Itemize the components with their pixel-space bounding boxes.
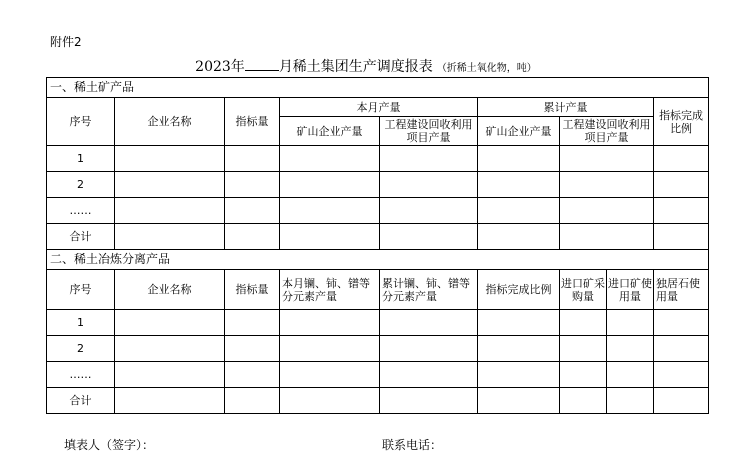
s1-monthly-recycle-input[interactable] [380, 172, 478, 198]
table-row [47, 388, 709, 414]
s2-cumulative-elements-input[interactable] [380, 310, 478, 336]
table-row [47, 336, 709, 362]
s2-header-quota: 指标量 [225, 270, 280, 310]
s2-quota-input[interactable] [225, 336, 280, 362]
s2-import-usage-input[interactable] [607, 362, 654, 388]
s2-cumulative-elements-input[interactable] [380, 388, 478, 414]
s1-header-completion-ratio: 指标完成比例 [654, 98, 709, 146]
s1-quota-input[interactable] [225, 198, 280, 224]
s1-header-seq: 序号 [47, 98, 115, 146]
title-unit-note: （折稀土氧化物，吨） [436, 63, 537, 74]
s2-row-seq: 1 [47, 310, 115, 336]
title-main-text: 月稀土集团生产调度报表 [278, 59, 433, 75]
s2-import-purchase-input[interactable] [560, 336, 607, 362]
s1-quota-input[interactable] [225, 146, 280, 172]
s2-header-monthly-elements: 本月镧、铈、镨等分元素产量 [280, 270, 380, 310]
s2-monthly-elements-input[interactable] [280, 388, 380, 414]
s1-monthly-recycle-input[interactable] [380, 198, 478, 224]
s1-header-cumulative-mine: 矿山企业产量 [478, 117, 560, 146]
s2-monazite-input[interactable] [654, 362, 709, 388]
s2-ratio-input[interactable] [478, 310, 560, 336]
s1-company-input[interactable] [115, 146, 225, 172]
table-row [47, 310, 709, 336]
s2-row-seq: …… [47, 362, 115, 388]
s2-header-import-purchase: 进口矿采购量 [560, 270, 607, 310]
s1-company-input[interactable] [115, 198, 225, 224]
s2-monazite-input[interactable] [654, 336, 709, 362]
report-title [0, 56, 732, 76]
s1-company-input[interactable] [115, 224, 225, 250]
s2-company-input[interactable] [115, 362, 225, 388]
s1-ratio-input[interactable] [654, 172, 709, 198]
table-row [47, 146, 709, 172]
s1-monthly-mine-input[interactable] [280, 198, 380, 224]
s1-row-total-label: 合计 [47, 224, 115, 250]
title-year: 2023年 [195, 59, 245, 75]
s2-cumulative-elements-input[interactable] [380, 336, 478, 362]
s1-monthly-recycle-input[interactable] [380, 224, 478, 250]
s1-header-monthly-recycle: 工程建设回收利用项目产量 [380, 117, 478, 146]
table-row [47, 198, 709, 224]
s1-header-cumulative-recycle: 工程建设回收利用项目产量 [560, 117, 654, 146]
s1-cumulative-recycle-input[interactable] [560, 224, 654, 250]
s2-header-import-usage: 进口矿使用量 [607, 270, 654, 310]
s1-cumulative-mine-input[interactable] [478, 146, 560, 172]
title-month-blank [245, 57, 279, 71]
s2-company-input[interactable] [115, 336, 225, 362]
s2-header-monazite-usage: 独居石使用量 [654, 270, 709, 310]
s2-header-seq: 序号 [47, 270, 115, 310]
s1-row-seq: 2 [47, 172, 115, 198]
s2-company-input[interactable] [115, 388, 225, 414]
s1-cumulative-recycle-input[interactable] [560, 146, 654, 172]
s2-quota-input[interactable] [225, 310, 280, 336]
s2-monthly-elements-input[interactable] [280, 310, 380, 336]
s2-import-purchase-input[interactable] [560, 388, 607, 414]
s2-row-seq: 2 [47, 336, 115, 362]
s2-import-usage-input[interactable] [607, 336, 654, 362]
s1-cumulative-mine-input[interactable] [478, 224, 560, 250]
section1-heading: 一、稀土矿产品 [47, 78, 709, 98]
s2-header-completion-ratio: 指标完成比例 [478, 270, 560, 310]
s2-quota-input[interactable] [225, 388, 280, 414]
s2-ratio-input[interactable] [478, 388, 560, 414]
s2-import-purchase-input[interactable] [560, 310, 607, 336]
s1-header-monthly-group: 本月产量 [280, 98, 478, 117]
section2-heading: 二、稀土冶炼分离产品 [47, 250, 709, 270]
dispatch-report-table [46, 77, 709, 414]
s2-ratio-input[interactable] [478, 362, 560, 388]
s2-header-cumulative-elements: 累计镧、铈、镨等分元素产量 [380, 270, 478, 310]
s1-row-seq: 1 [47, 146, 115, 172]
s1-cumulative-mine-input[interactable] [478, 172, 560, 198]
s2-import-usage-input[interactable] [607, 388, 654, 414]
s2-monazite-input[interactable] [654, 310, 709, 336]
s1-ratio-input[interactable] [654, 146, 709, 172]
s1-monthly-mine-input[interactable] [280, 172, 380, 198]
s1-company-input[interactable] [115, 172, 225, 198]
s2-quota-input[interactable] [225, 362, 280, 388]
s2-import-purchase-input[interactable] [560, 362, 607, 388]
s1-monthly-recycle-input[interactable] [380, 146, 478, 172]
s2-monthly-elements-input[interactable] [280, 336, 380, 362]
table-row [47, 172, 709, 198]
s1-header-quota: 指标量 [225, 98, 280, 146]
s1-quota-input[interactable] [225, 172, 280, 198]
s2-monazite-input[interactable] [654, 388, 709, 414]
s1-ratio-input[interactable] [654, 198, 709, 224]
s2-import-usage-input[interactable] [607, 310, 654, 336]
contact-phone-label: 联系电话： [382, 438, 443, 452]
s1-quota-input[interactable] [225, 224, 280, 250]
s2-header-company: 企业名称 [115, 270, 225, 310]
s2-company-input[interactable] [115, 310, 225, 336]
s1-header-monthly-mine: 矿山企业产量 [280, 117, 380, 146]
s1-row-seq: …… [47, 198, 115, 224]
s1-monthly-mine-input[interactable] [280, 224, 380, 250]
s2-monthly-elements-input[interactable] [280, 362, 380, 388]
s1-header-cumulative-group: 累计产量 [478, 98, 654, 117]
s1-header-company: 企业名称 [115, 98, 225, 146]
s1-monthly-mine-input[interactable] [280, 146, 380, 172]
filler-signature-label: 填表人（签字）： [64, 438, 155, 452]
s2-ratio-input[interactable] [478, 336, 560, 362]
table-row [47, 362, 709, 388]
s2-cumulative-elements-input[interactable] [380, 362, 478, 388]
s1-cumulative-recycle-input[interactable] [560, 198, 654, 224]
s1-ratio-input[interactable] [654, 224, 709, 250]
s2-row-total-label: 合计 [47, 388, 115, 414]
s1-cumulative-mine-input[interactable] [478, 198, 560, 224]
attachment-label: 附件2 [50, 35, 82, 49]
table-row [47, 224, 709, 250]
s1-cumulative-recycle-input[interactable] [560, 172, 654, 198]
